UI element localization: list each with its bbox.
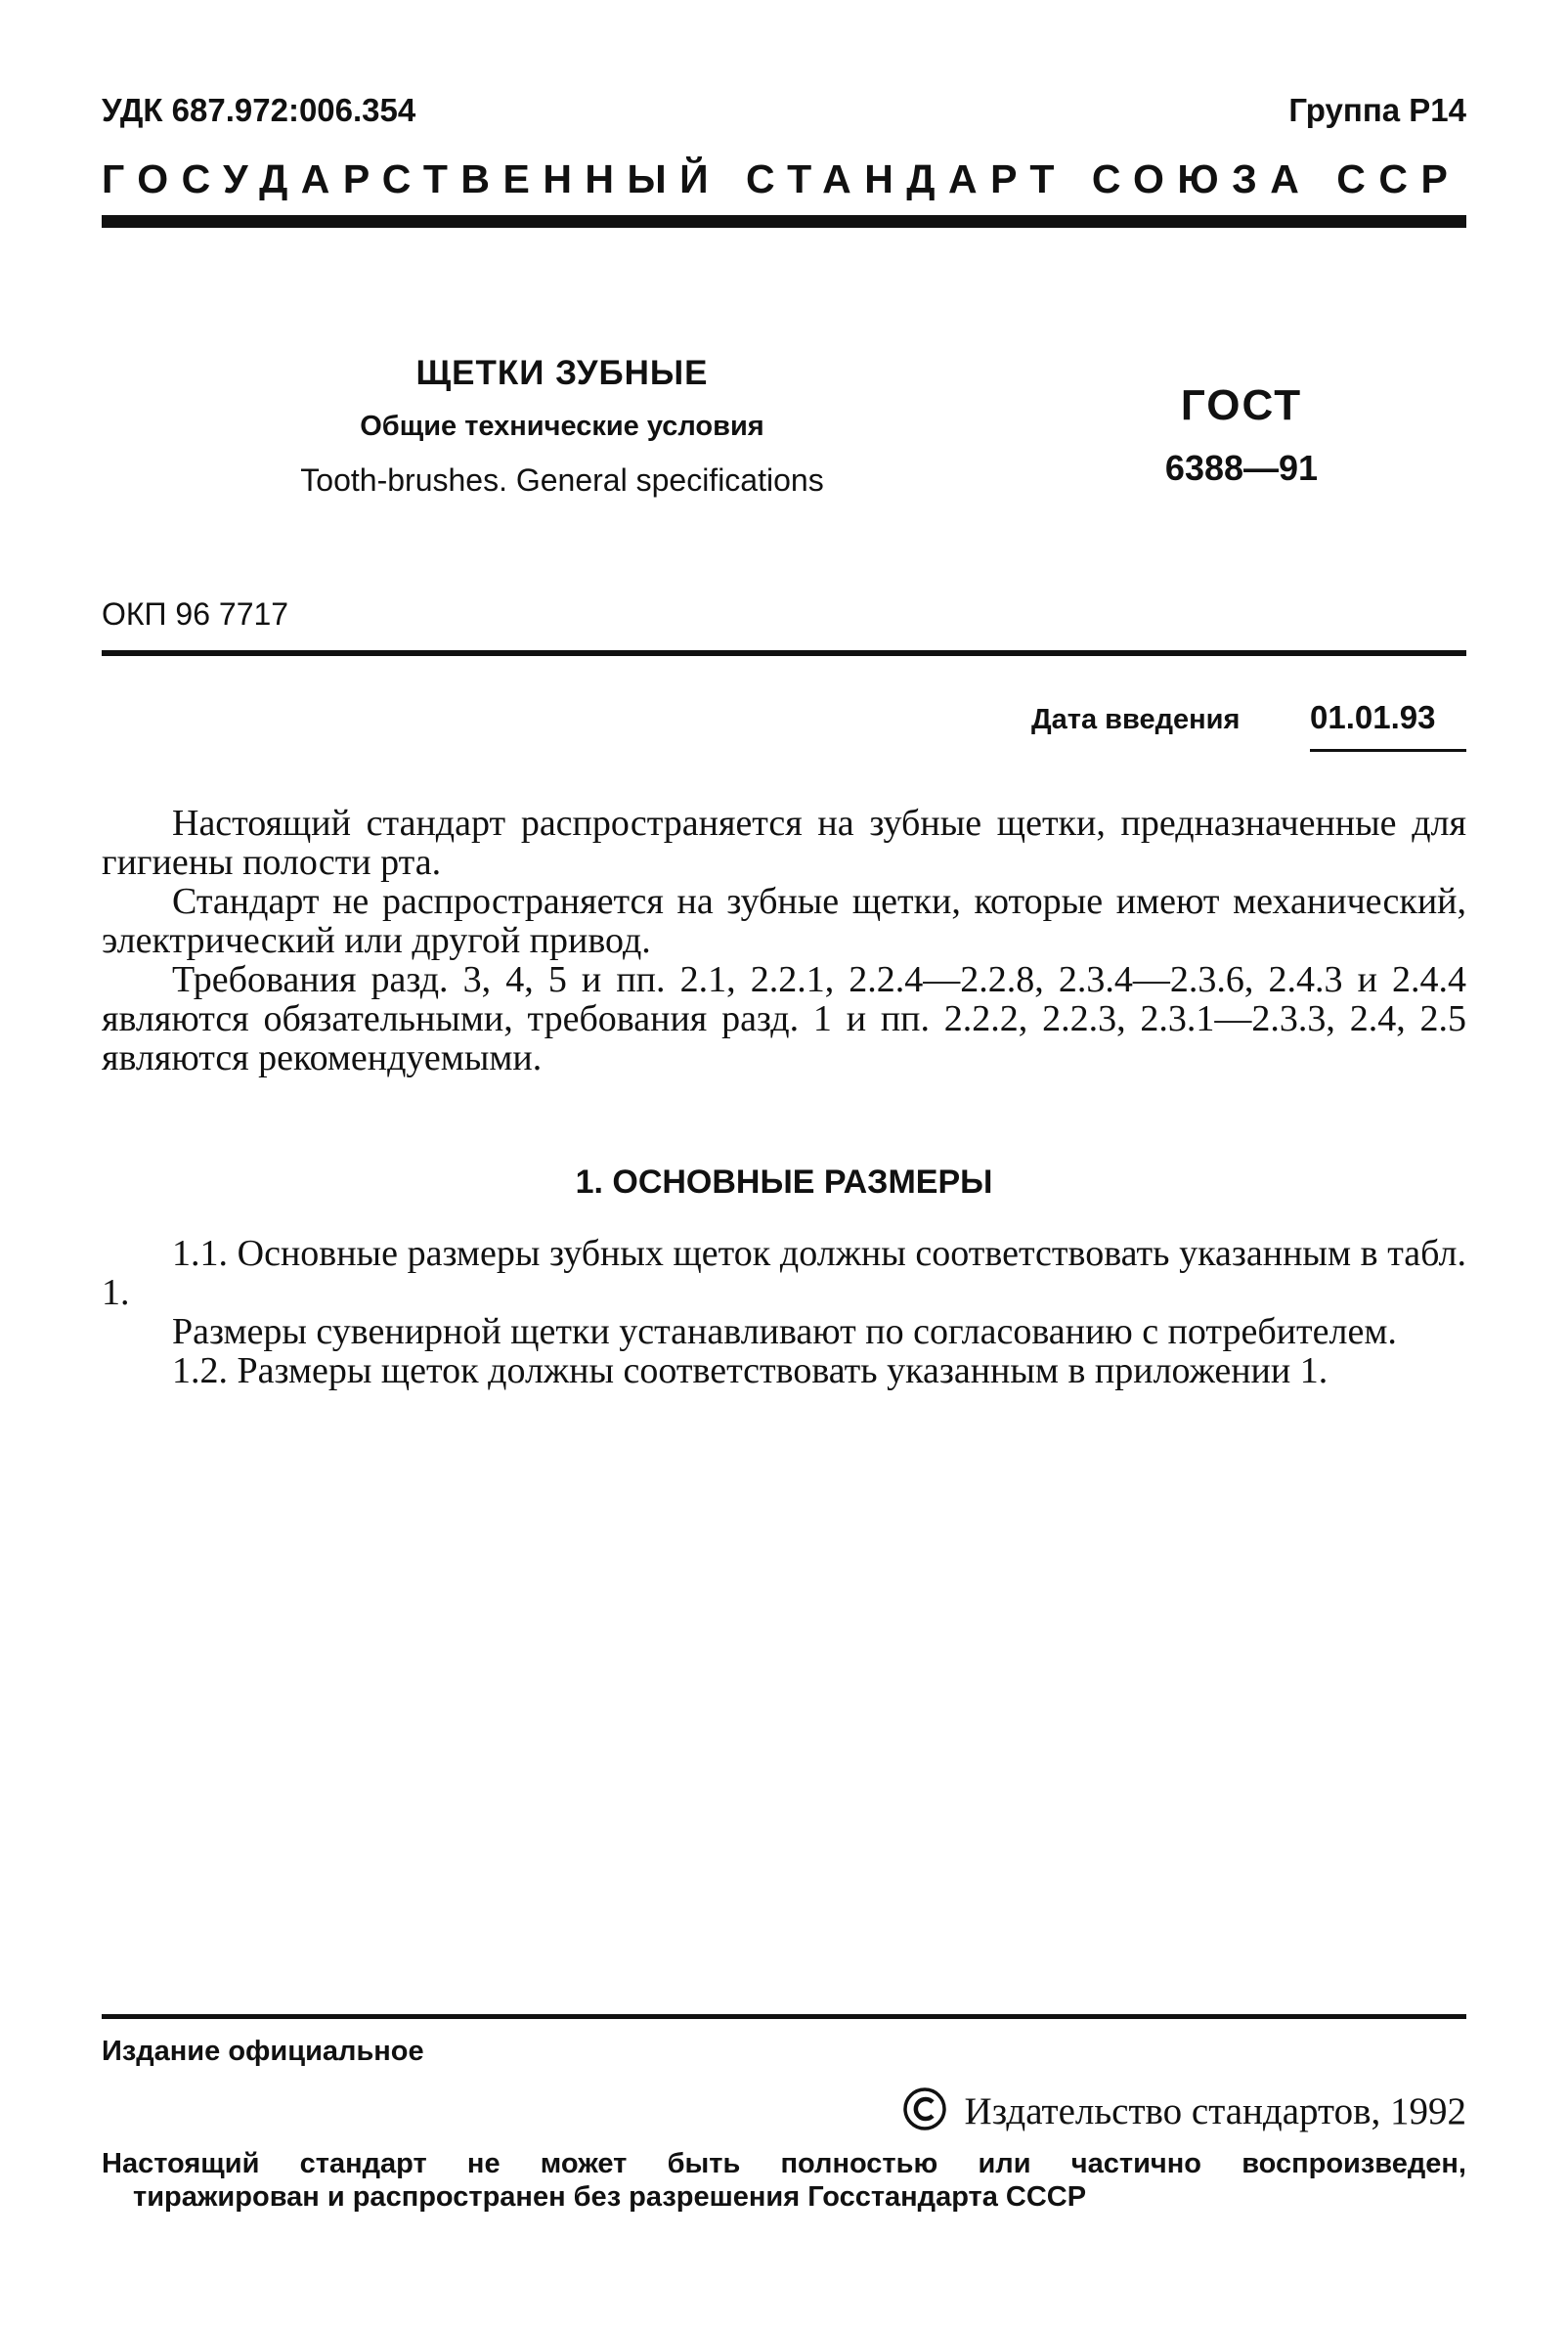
middle-rule (102, 650, 1466, 656)
document-title: ЩЕТКИ ЗУБНЫЕ (415, 354, 709, 392)
section-title: 1. ОСНОВНЫЕ РАЗМЕРЫ (575, 1164, 993, 1201)
body-paragraph: Настоящий стандарт распространяется на зубные щетки, предназначенные для гигиены полости рта. (102, 803, 1466, 883)
notice-line: Настоящий стандарт не может быть полностью или частично воспроизведен, (102, 2148, 1466, 2179)
section-body (102, 1234, 1466, 1390)
copyright-icon (902, 2086, 947, 2131)
body-text (102, 804, 1466, 1077)
okp-code: ОКП 96 7717 (102, 596, 289, 632)
title-block (225, 354, 899, 499)
section-paragraph: Размеры сувенирной щетки устанавливают по согласованию с потребителем. (172, 1311, 1397, 1352)
publisher-text: Издательство стандартов, 1992 (964, 2090, 1466, 2132)
intro-date-value: 01.01.93 (1310, 699, 1436, 735)
reproduction-notice (102, 2147, 1466, 2214)
top-rule (102, 215, 1466, 228)
official-edition-label: Издание официальное (102, 2036, 424, 2067)
section-paragraph: 1.1. Основные размеры зубных щеток должны соответствовать указанным в табл. 1. (102, 1233, 1466, 1313)
body-paragraph: Стандарт не распространяется на зубные щетки, которые имеют механический, электрический или другой привод. (102, 881, 1466, 961)
section-paragraph: 1.2. Размеры щеток должны соответствовать указанным в приложении 1. (172, 1350, 1328, 1391)
group-code: Группа Р14 (1288, 92, 1466, 128)
gost-label: ГОСТ (1180, 381, 1303, 429)
bottom-rule (102, 2014, 1466, 2019)
intro-date-underline (1310, 749, 1466, 752)
body-paragraph: Требования разд. 3, 4, 5 и пп. 2.1, 2.2.1, 2.2.4—2.2.8, 2.3.4—2.3.6, 2.4.3 и 2.4.4 являются обязательными, требования разд. 1 и пп. 2.2.2, 2.2.3, 2.3.1—2.3.3, 2.4, 2.5 являются рекомендуемыми. (102, 959, 1466, 1078)
publisher-line (902, 2086, 1466, 2133)
intro-date-label: Дата введения (1031, 704, 1241, 735)
udk-code: УДК 687.972:006.354 (102, 92, 416, 128)
state-standard-heading: ГОСУДАРСТВЕННЫЙ СТАНДАРТ СОЮЗА ССР (102, 156, 1461, 201)
gost-number: 6388—91 (1164, 448, 1319, 488)
document-subtitle: Общие технические условия (360, 411, 764, 442)
document-subtitle-english: Tooth-brushes. General specifications (300, 462, 824, 498)
gost-block (1124, 381, 1359, 489)
notice-line: тиражирован и распространен без разрешения Госстандарта СССР (133, 2181, 1087, 2213)
